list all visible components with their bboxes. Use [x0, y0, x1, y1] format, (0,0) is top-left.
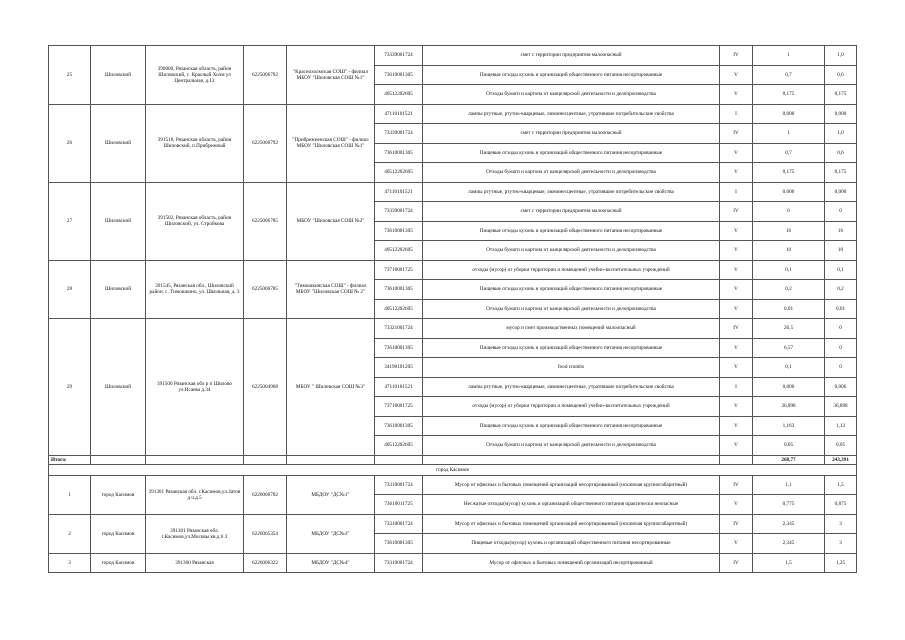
- district-cell: город Касимов: [91, 475, 146, 514]
- empty-cell: [287, 455, 375, 464]
- waste-name-cell: отходы (мусор) от уборки территории и помещений учебно-воспитательных учреждений: [423, 260, 720, 280]
- empty-cell: [146, 455, 244, 464]
- empty-cell: [423, 455, 720, 464]
- amount-cell: 2,345: [753, 514, 825, 534]
- hazard-class-cell: V: [720, 65, 753, 85]
- amount-cell: 0,6: [825, 143, 857, 163]
- table-row: [49, 553, 857, 573]
- amount-cell: 0: [825, 338, 857, 358]
- waste-name-cell: отходы (мусор) от уборки территории и помещений учебно-воспитательных учреждений: [423, 397, 720, 417]
- amount-cell: 0,1: [753, 358, 825, 378]
- waste-name-cell: Несжатые отходы(мусор) кухонь и организаций общественного питания практически неопасные: [423, 495, 720, 515]
- hazard-class-cell: I: [720, 104, 753, 124]
- waste-name-cell: Отходы бумаги и картона от канцелярской деятельности и делопроизводства: [423, 241, 720, 261]
- address-cell: 390000, Рязанская область, район Шиловский, с. Красный Холм ул Центральная, д.12: [146, 46, 244, 105]
- amount-cell: 0,6: [825, 65, 857, 85]
- row-number-cell: 28: [49, 260, 91, 319]
- waste-code-cell: 40512202605: [375, 85, 423, 105]
- amount-cell: 16: [753, 221, 825, 241]
- waste-name-cell: Пищевые отходы кухонь и организаций общественного питания несортированные: [423, 280, 720, 300]
- waste-code-cell: 73339001724: [375, 124, 423, 144]
- hazard-class-cell: IV: [720, 46, 753, 66]
- amount-cell: 0,1: [825, 260, 857, 280]
- district-cell: Шиловский: [91, 260, 146, 319]
- organization-cell: МБДОУ "ДС№1": [287, 475, 375, 514]
- inn-cell: 6225006785: [244, 182, 287, 260]
- hazard-class-cell: V: [720, 299, 753, 319]
- amount-cell: 1,5: [753, 553, 825, 573]
- amount-cell: 0,01: [753, 299, 825, 319]
- district-cell: город Касимов: [91, 553, 146, 573]
- waste-code-cell: 73310001724: [375, 475, 423, 495]
- waste-name-cell: Отходы бумаги и картона от канцелярской деятельности и делопроизводства: [423, 299, 720, 319]
- address-cell: 391500 Рязанская обл р п Шилово ул.Исаева д.34: [146, 319, 244, 456]
- empty-cell: [375, 455, 423, 464]
- hazard-class-cell: V: [720, 358, 753, 378]
- waste-code-cell: 73310001724: [375, 514, 423, 534]
- waste-name-cell: лампы ртутные, ртутно-кварцевые, люминесцентные, утратившие потребительские свойства: [423, 377, 720, 397]
- organization-cell: "Краснохолмская СОШ" - филиал МБОУ "Шиловская СОШ №1": [287, 46, 375, 105]
- hazard-class-cell: V: [720, 221, 753, 241]
- waste-name-cell: Отходы бумаги и картона от канцелярской деятельности и делопроизводства: [423, 163, 720, 183]
- waste-code-cell: 40512202605: [375, 299, 423, 319]
- waste-code-cell: 73610001305: [375, 338, 423, 358]
- table-row: [49, 475, 857, 495]
- row-number-cell: 2: [49, 514, 91, 553]
- organization-cell: МБОУ "Шиловская СОШ №2": [287, 182, 375, 260]
- waste-code-cell: 40512202605: [375, 436, 423, 456]
- waste-code-cell: 73610001305: [375, 143, 423, 163]
- waste-name-cell: Мусор от офисных и бытовых помещений организаций несортированный (исключая крупногабаритный): [423, 514, 720, 534]
- waste-code-cell: 73610001305: [375, 221, 423, 241]
- amount-cell: 1: [753, 124, 825, 144]
- inn-cell: 6225006792: [244, 104, 287, 182]
- waste-code-cell: 73310001724: [375, 553, 423, 573]
- amount-cell: 0,000: [753, 377, 825, 397]
- waste-name-cell: Пищевые отходы кухонь и организаций общественного питания несортированные: [423, 65, 720, 85]
- amount-cell: 2,345: [753, 534, 825, 554]
- waste-name-cell: смет с территории предприятия малоопасный: [423, 46, 720, 66]
- waste-name-cell: food crumbs: [423, 358, 720, 378]
- waste-table: [48, 45, 857, 573]
- organization-cell: МБОУ " Шиловская СОШ №3": [287, 319, 375, 456]
- table-row: [49, 319, 857, 339]
- waste-code-cell: 73321001724: [375, 319, 423, 339]
- amount-cell: 3: [825, 534, 857, 554]
- amount-cell: 10: [825, 241, 857, 261]
- empty-cell: [91, 455, 146, 464]
- waste-code-cell: 73610011725: [375, 495, 423, 515]
- waste-code-cell: 73710001725: [375, 260, 423, 280]
- amount-cell: 0,175: [753, 163, 825, 183]
- total-amount-cell: 243,391: [825, 455, 857, 464]
- hazard-class-cell: I: [720, 377, 753, 397]
- waste-name-cell: смет с территории предприятия малоопасный: [423, 202, 720, 222]
- district-cell: Шиловский: [91, 46, 146, 105]
- waste-name-cell: лампы ртутные, ртутно-кварцевые, люминесцентные, утратившие потребительские свойства: [423, 104, 720, 124]
- hazard-class-cell: V: [720, 534, 753, 554]
- hazard-class-cell: I: [720, 182, 753, 202]
- row-number-cell: 1: [49, 475, 91, 514]
- amount-cell: 0,775: [753, 495, 825, 515]
- amount-cell: 1: [753, 46, 825, 66]
- total-label-cell: Итого:: [49, 455, 91, 464]
- amount-cell: 0,2: [825, 280, 857, 300]
- amount-cell: 1,163: [753, 416, 825, 436]
- row-number-cell: 26: [49, 104, 91, 182]
- waste-name-cell: Отходы бумаги и картона от канцелярской деятельности и делопроизводства: [423, 436, 720, 456]
- table-row: [49, 182, 857, 202]
- address-cell: 391502, Рязанская область, район Шиловский, ул. Стройкова: [146, 182, 244, 260]
- amount-cell: 6,57: [753, 338, 825, 358]
- inn-cell: 6226006322: [244, 553, 287, 573]
- section-title-cell: город Касимов: [49, 464, 857, 475]
- row-number-cell: 25: [49, 46, 91, 105]
- waste-name-cell: смет с территории предприятия малоопасный: [423, 124, 720, 144]
- amount-cell: 0: [825, 202, 857, 222]
- amount-cell: 0,175: [825, 85, 857, 105]
- district-cell: Шиловский: [91, 319, 146, 456]
- waste-name-cell: Пищевые отходы кухонь и организаций общественного питания несортированные: [423, 338, 720, 358]
- amount-cell: 3: [825, 514, 857, 534]
- amount-cell: 0,875: [825, 495, 857, 515]
- hazard-class-cell: IV: [720, 553, 753, 573]
- waste-name-cell: Пищевые отходы кухонь и организаций общественного питания несортированные: [423, 221, 720, 241]
- district-cell: Шиловский: [91, 104, 146, 182]
- amount-cell: 0,7: [753, 143, 825, 163]
- waste-code-cell: 47110101521: [375, 182, 423, 202]
- waste-code-cell: 73610001305: [375, 416, 423, 436]
- amount-cell: 0,000: [825, 182, 857, 202]
- amount-cell: 1,5: [825, 475, 857, 495]
- amount-cell: 0,000: [825, 104, 857, 124]
- amount-cell: 0,05: [825, 436, 857, 456]
- organization-cell: МБДОУ "ДС№3": [287, 514, 375, 553]
- hazard-class-cell: IV: [720, 202, 753, 222]
- amount-cell: 16: [825, 221, 857, 241]
- inn-cell: 6225006785: [244, 260, 287, 319]
- hazard-class-cell: V: [720, 436, 753, 456]
- hazard-class-cell: IV: [720, 514, 753, 534]
- waste-code-cell: 73610001305: [375, 280, 423, 300]
- hazard-class-cell: V: [720, 143, 753, 163]
- row-number-cell: 27: [49, 182, 91, 260]
- amount-cell: 0,006: [825, 377, 857, 397]
- waste-name-cell: лампы ртутные, ртутно-кварцевые, люминесцентные, утратившие потребительские свойства: [423, 182, 720, 202]
- waste-report-sheet: [48, 45, 856, 573]
- hazard-class-cell: V: [720, 280, 753, 300]
- amount-cell: 36,898: [825, 397, 857, 417]
- waste-code-cell: 34190101205: [375, 358, 423, 378]
- amount-cell: 1,25: [825, 553, 857, 573]
- amount-cell: 1,1: [753, 475, 825, 495]
- amount-cell: 0: [825, 319, 857, 339]
- waste-name-cell: Отходы бумаги и картона от канцелярской деятельности и делопроизводства: [423, 85, 720, 105]
- amount-cell: 0,7: [753, 65, 825, 85]
- total-amount-cell: 268,77: [753, 455, 825, 464]
- inn-cell: 6225004968: [244, 319, 287, 456]
- hazard-class-cell: V: [720, 85, 753, 105]
- table-row: [49, 514, 857, 534]
- inn-cell: 6225006792: [244, 46, 287, 105]
- amount-cell: 0,175: [825, 163, 857, 183]
- amount-cell: 0,05: [753, 436, 825, 456]
- row-number-cell: 3: [49, 553, 91, 573]
- waste-name-cell: Мусор от офисных и бытовых помещений организаций несортированный (исключая крупногабаритный): [423, 475, 720, 495]
- waste-code-cell: 73339001724: [375, 46, 423, 66]
- address-cell: 391545, Рязанская обл., Шиловский район, с. Тимошкино, ул. Школьная, д. 3: [146, 260, 244, 319]
- address-cell: 391518, Рязанская область, район Шиловский, п.Прибрежный: [146, 104, 244, 182]
- amount-cell: 1,0: [825, 124, 857, 144]
- district-cell: город Касимов: [91, 514, 146, 553]
- waste-name-cell: Пищевые отходы кухонь и организаций общественного питания несортированные: [423, 416, 720, 436]
- waste-code-cell: 73610001305: [375, 534, 423, 554]
- hazard-class-cell: V: [720, 163, 753, 183]
- amount-cell: 0,000: [753, 182, 825, 202]
- amount-cell: 1,0: [825, 46, 857, 66]
- waste-name-cell: мусор и смет производственных помещений малоопасный: [423, 319, 720, 339]
- organization-cell: "Тимошкинская СОШ" - филиал МБОУ "Шиловская СОШ № 2": [287, 260, 375, 319]
- waste-code-cell: 73710001725: [375, 397, 423, 417]
- address-cell: 391301 Рязанская обл. г.Касимов,ул.Затон д.ч.д.5: [146, 475, 244, 514]
- hazard-class-cell: IV: [720, 124, 753, 144]
- hazard-class-cell: V: [720, 338, 753, 358]
- row-number-cell: 29: [49, 319, 91, 456]
- waste-code-cell: 40512202605: [375, 163, 423, 183]
- table-row: [49, 260, 857, 280]
- waste-code-cell: 73339001724: [375, 202, 423, 222]
- organization-cell: МБДОУ "ДС№4": [287, 553, 375, 573]
- section-header-row: [49, 464, 857, 475]
- district-cell: Шиловский: [91, 182, 146, 260]
- amount-cell: 0,1: [753, 260, 825, 280]
- hazard-class-cell: IV: [720, 319, 753, 339]
- amount-cell: 0,2: [753, 280, 825, 300]
- waste-name-cell: Пищевые отходы(мусор) кухонь и организаций общественного питания несортированные: [423, 534, 720, 554]
- empty-cell: [720, 455, 753, 464]
- amount-cell: 1,13: [825, 416, 857, 436]
- hazard-class-cell: IV: [720, 475, 753, 495]
- waste-name-cell: Мусор от офисных и бытовых помещений организаций несортированный: [423, 553, 720, 573]
- amount-cell: 0,01: [825, 299, 857, 319]
- amount-cell: 26,5: [753, 319, 825, 339]
- amount-cell: 36,898: [753, 397, 825, 417]
- amount-cell: 0,175: [753, 85, 825, 105]
- amount-cell: 0: [825, 358, 857, 378]
- amount-cell: 0: [753, 202, 825, 222]
- waste-code-cell: 47110101521: [375, 377, 423, 397]
- hazard-class-cell: V: [720, 241, 753, 261]
- table-row: [49, 104, 857, 124]
- total-row: [49, 455, 857, 464]
- inn-cell: 6226005354: [244, 514, 287, 553]
- empty-cell: [244, 455, 287, 464]
- organization-cell: "Прибрежненская СОШ" - филиал МБОУ "Шиловская СОШ №1": [287, 104, 375, 182]
- amount-cell: 10: [753, 241, 825, 261]
- hazard-class-cell: V: [720, 495, 753, 515]
- waste-name-cell: Пищевые отходы кухонь и организаций общественного питания несортированные: [423, 143, 720, 163]
- hazard-class-cell: V: [720, 260, 753, 280]
- waste-code-cell: 47110101521: [375, 104, 423, 124]
- address-cell: 391301 Рязанская обл. г.Касимов,ул.Москвы кв.д.6 3: [146, 514, 244, 553]
- waste-code-cell: 40512202605: [375, 241, 423, 261]
- amount-cell: 0,000: [753, 104, 825, 124]
- hazard-class-cell: V: [720, 397, 753, 417]
- waste-code-cell: 73610001305: [375, 65, 423, 85]
- hazard-class-cell: V: [720, 416, 753, 436]
- address-cell: 391300 Рязанская: [146, 553, 244, 573]
- inn-cell: 6226006702: [244, 475, 287, 514]
- table-row: [49, 46, 857, 66]
